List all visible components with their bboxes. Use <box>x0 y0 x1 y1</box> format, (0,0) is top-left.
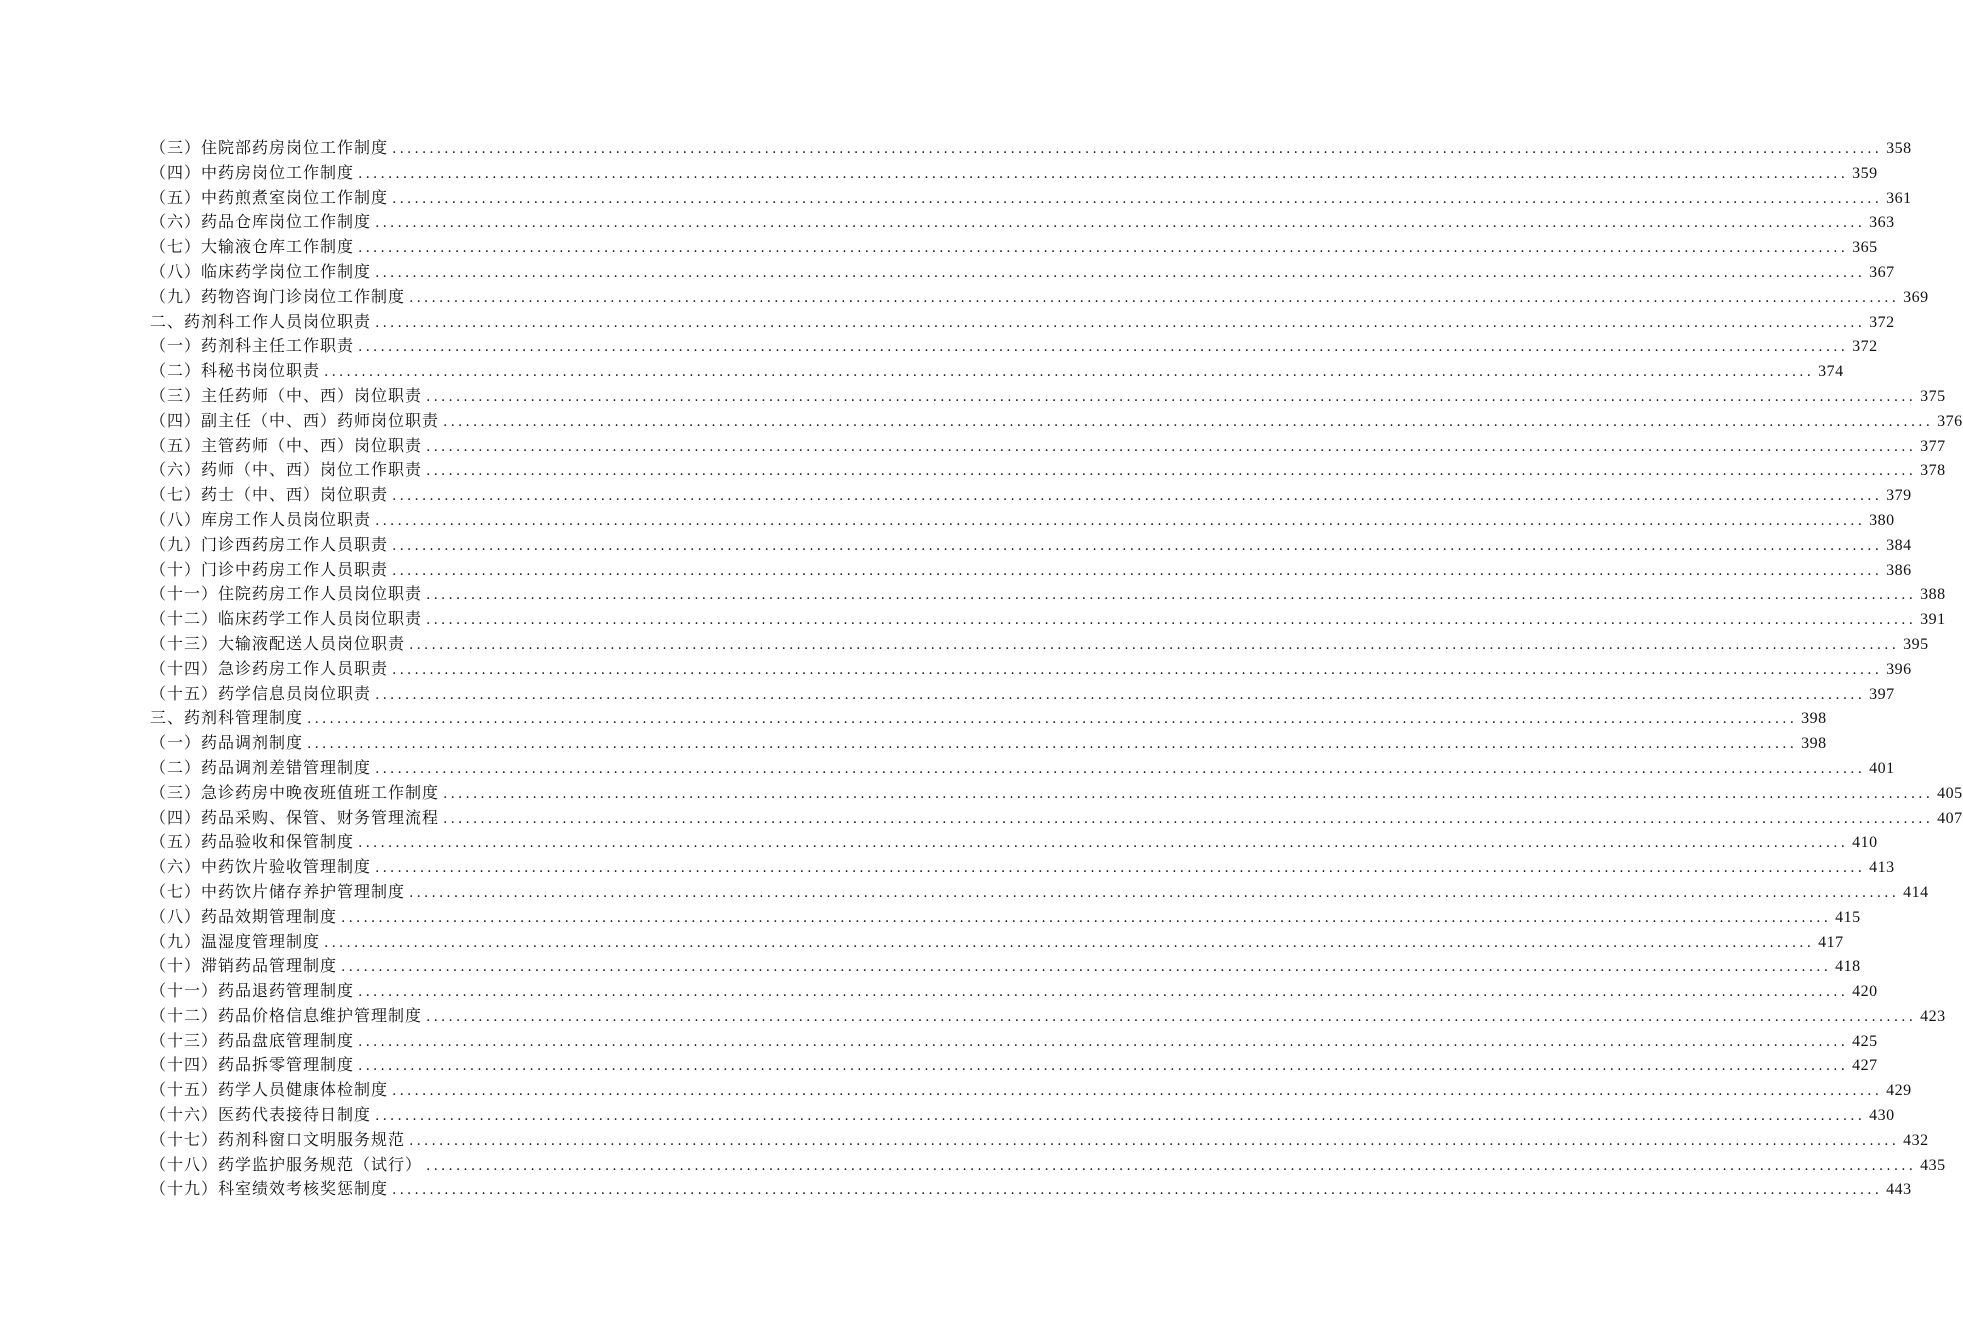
toc-entry-title: （三）主任药师（中、西）岗位职责 <box>150 385 423 405</box>
toc-entry-page-number: 372 <box>1869 313 1895 331</box>
toc-entry-title: （七）中药饮片储存养护管理制度 <box>150 881 406 901</box>
dot-leader: ........................................................................................................................................................................................................ <box>375 512 1866 529</box>
toc-entry-title: （十）滞销药品管理制度 <box>150 956 338 976</box>
dot-leader: ........................................................................................................................................................................................................ <box>375 760 1866 777</box>
toc-entry-page-number: 379 <box>1886 487 1912 505</box>
toc-entry-page-number: 396 <box>1886 660 1912 678</box>
toc-entry[interactable] <box>150 186 1912 211</box>
dot-leader: ........................................................................................................................................................................................................ <box>392 141 1883 157</box>
toc-entry[interactable] <box>150 210 1895 235</box>
toc-entry-title: （七）药士（中、西）岗位职责 <box>150 485 389 505</box>
toc-entry-title: （六）中药饮片验收管理制度 <box>150 857 372 877</box>
toc-entry[interactable] <box>150 1053 1878 1078</box>
toc-entry[interactable] <box>150 1103 1895 1128</box>
toc-entry-page-number: 378 <box>1920 462 1946 480</box>
toc-entry-title: （六）药品仓库岗位工作制度 <box>150 212 372 232</box>
toc-entry[interactable] <box>150 855 1895 880</box>
toc-entry[interactable] <box>150 731 1827 756</box>
dot-leader: ........................................................................................................................................................................................................ <box>375 860 1866 877</box>
toc-entry-page-number: 407 <box>1937 809 1963 827</box>
toc-entry-page-number: 435 <box>1920 1156 1946 1174</box>
toc-entry-title: （十）门诊中药房工作人员职责 <box>150 559 389 579</box>
toc-entry-page-number: 361 <box>1886 189 1912 207</box>
toc-entry[interactable] <box>150 533 1912 558</box>
toc-entry[interactable] <box>150 310 1895 335</box>
toc-entry-title: （十七）药剂科窗口文明服务规范 <box>150 1129 406 1149</box>
toc-entry-page-number: 425 <box>1852 1032 1878 1050</box>
dot-leader: ........................................................................................................................................................................................................ <box>358 984 1849 1001</box>
toc-entry[interactable] <box>150 930 1844 955</box>
toc-entry[interactable] <box>150 1128 1929 1153</box>
toc-entry[interactable] <box>150 632 1929 657</box>
toc-entry-page-number: 423 <box>1920 1007 1946 1025</box>
toc-entry[interactable] <box>150 434 1946 459</box>
dot-leader: ........................................................................................................................................................................................................ <box>358 165 1849 182</box>
dot-leader: ........................................................................................................................................................................................................ <box>409 1132 1900 1149</box>
toc-entry[interactable] <box>150 905 1861 930</box>
toc-entry[interactable] <box>150 161 1878 186</box>
toc-entry-title: 二、药剂科工作人员岗位职责 <box>150 311 372 331</box>
toc-entry[interactable] <box>150 508 1895 533</box>
toc-entry[interactable] <box>150 1177 1912 1202</box>
toc-entry-title: （十五）药学信息员岗位职责 <box>150 683 372 703</box>
toc-entry[interactable] <box>150 359 1844 384</box>
toc-entry-page-number: 377 <box>1920 437 1946 455</box>
toc-entry-title: （四）中药房岗位工作制度 <box>150 162 355 182</box>
toc-entry[interactable] <box>150 1029 1878 1054</box>
dot-leader: ........................................................................................................................................................................................................ <box>409 289 1900 306</box>
dot-leader: ........................................................................................................................................................................................................ <box>375 215 1866 232</box>
toc-entry[interactable] <box>150 756 1895 781</box>
toc-entry-title: （三）急诊药房中晚夜班值班工作制度 <box>150 782 440 802</box>
toc-entry-page-number: 398 <box>1801 710 1827 728</box>
toc-entry[interactable] <box>150 136 1912 161</box>
toc-entry[interactable] <box>150 954 1861 979</box>
dot-leader: ........................................................................................................................................................................................................ <box>443 785 1934 802</box>
dot-leader: ........................................................................................................................................................................................................ <box>358 1058 1849 1075</box>
toc-entry[interactable] <box>150 582 1946 607</box>
toc-entry-page-number: 386 <box>1886 561 1912 579</box>
dot-leader: ........................................................................................................................................................................................................ <box>358 1033 1849 1050</box>
dot-leader: ........................................................................................................................................................................................................ <box>409 636 1900 653</box>
toc-entry-page-number: 417 <box>1818 933 1844 951</box>
dot-leader: ........................................................................................................................................................................................................ <box>341 909 1832 926</box>
toc-entry[interactable] <box>150 1004 1946 1029</box>
toc-entry[interactable] <box>150 260 1895 285</box>
toc-entry-title: （五）中药煎煮室岗位工作制度 <box>150 187 389 207</box>
toc-entry-page-number: 365 <box>1852 239 1878 257</box>
toc-entry-page-number: 427 <box>1852 1057 1878 1075</box>
toc-entry-page-number: 384 <box>1886 536 1912 554</box>
toc-entry-title: （九）温湿度管理制度 <box>150 931 321 951</box>
toc-entry-title: （十四）急诊药房工作人员职责 <box>150 658 389 678</box>
toc-entry[interactable] <box>150 483 1912 508</box>
toc-entry[interactable] <box>150 285 1929 310</box>
toc-entry-title: （七）大输液仓库工作制度 <box>150 237 355 257</box>
dot-leader: ........................................................................................................................................................................................................ <box>358 339 1849 356</box>
toc-entry-page-number: 414 <box>1903 883 1929 901</box>
toc-entry-title: （九）门诊西药房工作人员职责 <box>150 534 389 554</box>
dot-leader: ........................................................................................................................................................................................................ <box>392 1083 1883 1100</box>
dot-leader: ........................................................................................................................................................................................................ <box>375 1108 1866 1125</box>
dot-leader: ........................................................................................................................................................................................................ <box>426 1157 1917 1174</box>
toc-entry-page-number: 418 <box>1835 958 1861 976</box>
toc-entry[interactable] <box>150 830 1878 855</box>
toc-entry[interactable] <box>150 781 1963 806</box>
toc-entry-title: （八）药品效期管理制度 <box>150 906 338 926</box>
toc-entry-page-number: 432 <box>1903 1131 1929 1149</box>
toc-entry-title: （一）药剂科主任工作职责 <box>150 336 355 356</box>
dot-leader: ........................................................................................................................................................................................................ <box>392 562 1883 579</box>
toc-entry-page-number: 374 <box>1818 363 1844 381</box>
toc-entry-page-number: 443 <box>1886 1181 1912 1199</box>
toc-entry-title: （十一）住院药房工作人员岗位职责 <box>150 584 423 604</box>
toc-entry[interactable] <box>150 979 1878 1004</box>
table-of-contents <box>150 136 1963 1202</box>
toc-entry[interactable] <box>150 682 1895 707</box>
toc-entry-title: （八）临床药学岗位工作制度 <box>150 261 372 281</box>
toc-entry-page-number: 363 <box>1869 214 1895 232</box>
toc-entry-title: （四）副主任（中、西）药师岗位职责 <box>150 410 440 430</box>
toc-entry-title: （四）药品采购、保管、财务管理流程 <box>150 807 440 827</box>
toc-entry-page-number: 380 <box>1869 511 1895 529</box>
toc-entry-title: （二）药品调剂差错管理制度 <box>150 757 372 777</box>
dot-leader: ........................................................................................................................................................................................................ <box>426 612 1917 629</box>
toc-entry-title: （十三）大输液配送人员岗位职责 <box>150 633 406 653</box>
toc-entry[interactable] <box>150 607 1946 632</box>
toc-entry-title: （十一）药品退药管理制度 <box>150 981 355 1001</box>
toc-entry-page-number: 405 <box>1937 784 1963 802</box>
toc-entry[interactable] <box>150 458 1946 483</box>
toc-entry-title: （十二）药品价格信息维护管理制度 <box>150 1005 423 1025</box>
toc-entry-page-number: 375 <box>1920 387 1946 405</box>
toc-entry-page-number: 429 <box>1886 1082 1912 1100</box>
toc-entry-page-number: 359 <box>1852 164 1878 182</box>
toc-entry-page-number: 395 <box>1903 635 1929 653</box>
dot-leader: ........................................................................................................................................................................................................ <box>426 1008 1917 1025</box>
toc-entry-page-number: 420 <box>1852 983 1878 1001</box>
toc-entry[interactable] <box>150 384 1946 409</box>
toc-entry[interactable] <box>150 806 1963 831</box>
dot-leader: ........................................................................................................................................................................................................ <box>392 488 1883 505</box>
toc-entry-title: （五）主管药师（中、西）岗位职责 <box>150 435 423 455</box>
toc-entry-page-number: 398 <box>1801 735 1827 753</box>
toc-entry[interactable] <box>150 334 1878 359</box>
toc-entry[interactable] <box>150 657 1912 682</box>
dot-leader: ........................................................................................................................................................................................................ <box>392 1182 1883 1199</box>
toc-entry-title: （八）库房工作人员岗位职责 <box>150 509 372 529</box>
toc-entry-title: （十二）临床药学工作人员岗位职责 <box>150 609 423 629</box>
dot-leader: ........................................................................................................................................................................................................ <box>443 413 1934 430</box>
dot-leader: ........................................................................................................................................................................................................ <box>426 587 1917 604</box>
toc-entry-title: （九）药物咨询门诊岗位工作制度 <box>150 286 406 306</box>
toc-entry-title: （五）药品验收和保管制度 <box>150 832 355 852</box>
dot-leader: ........................................................................................................................................................................................................ <box>324 934 1815 951</box>
dot-leader: ........................................................................................................................................................................................................ <box>375 314 1866 331</box>
toc-entry[interactable] <box>150 235 1878 260</box>
toc-entry-title: （十六）医药代表接待日制度 <box>150 1105 372 1125</box>
toc-entry-title: （十八）药学监护服务规范（试行） <box>150 1154 423 1174</box>
toc-entry-page-number: 430 <box>1869 1107 1895 1125</box>
toc-entry-page-number: 376 <box>1937 412 1963 430</box>
dot-leader: ........................................................................................................................................................................................................ <box>426 463 1917 480</box>
toc-entry-title: （十四）药品拆零管理制度 <box>150 1055 355 1075</box>
toc-entry-title: （一）药品调剂制度 <box>150 733 304 753</box>
dot-leader: ........................................................................................................................................................................................................ <box>392 661 1883 678</box>
toc-entry-page-number: 372 <box>1852 338 1878 356</box>
toc-entry-page-number: 410 <box>1852 834 1878 852</box>
toc-entry-page-number: 401 <box>1869 759 1895 777</box>
toc-entry-title: （十三）药品盘底管理制度 <box>150 1030 355 1050</box>
dot-leader: ........................................................................................................................................................................................................ <box>426 388 1917 405</box>
dot-leader: ........................................................................................................................................................................................................ <box>426 438 1917 455</box>
toc-entry-title: （六）药师（中、西）岗位工作职责 <box>150 460 423 480</box>
toc-entry-page-number: 369 <box>1903 288 1929 306</box>
dot-leader: ........................................................................................................................................................................................................ <box>307 736 1798 753</box>
toc-entry-page-number: 391 <box>1920 611 1946 629</box>
toc-entry[interactable] <box>150 1153 1946 1178</box>
dot-leader: ........................................................................................................................................................................................................ <box>392 190 1883 207</box>
toc-entry[interactable] <box>150 409 1963 434</box>
dot-leader: ........................................................................................................................................................................................................ <box>358 240 1849 257</box>
dot-leader: ........................................................................................................................................................................................................ <box>375 686 1866 703</box>
toc-entry-page-number: 367 <box>1869 263 1895 281</box>
toc-entry[interactable] <box>150 1078 1912 1103</box>
toc-entry-page-number: 413 <box>1869 859 1895 877</box>
toc-entry-title: （三）住院部药房岗位工作制度 <box>150 138 389 157</box>
toc-entry-title: 三、药剂科管理制度 <box>150 708 304 728</box>
dot-leader: ........................................................................................................................................................................................................ <box>392 537 1883 554</box>
dot-leader: ........................................................................................................................................................................................................ <box>375 264 1866 281</box>
dot-leader: ........................................................................................................................................................................................................ <box>409 884 1900 901</box>
dot-leader: ........................................................................................................................................................................................................ <box>358 835 1849 852</box>
toc-entry[interactable] <box>150 880 1929 905</box>
toc-entry-page-number: 358 <box>1886 140 1912 157</box>
toc-entry[interactable] <box>150 558 1912 583</box>
dot-leader: ........................................................................................................................................................................................................ <box>341 959 1832 976</box>
toc-entry[interactable] <box>150 706 1827 731</box>
dot-leader: ........................................................................................................................................................................................................ <box>324 364 1815 381</box>
dot-leader: ........................................................................................................................................................................................................ <box>307 711 1798 728</box>
dot-leader: ........................................................................................................................................................................................................ <box>443 810 1934 827</box>
toc-entry-title: （十九）科室绩效考核奖惩制度 <box>150 1179 389 1199</box>
toc-entry-page-number: 388 <box>1920 586 1946 604</box>
toc-entry-title: （十五）药学人员健康体检制度 <box>150 1080 389 1100</box>
toc-entry-page-number: 397 <box>1869 685 1895 703</box>
toc-entry-page-number: 415 <box>1835 908 1861 926</box>
toc-entry-title: （二）科秘书岗位职责 <box>150 361 321 381</box>
